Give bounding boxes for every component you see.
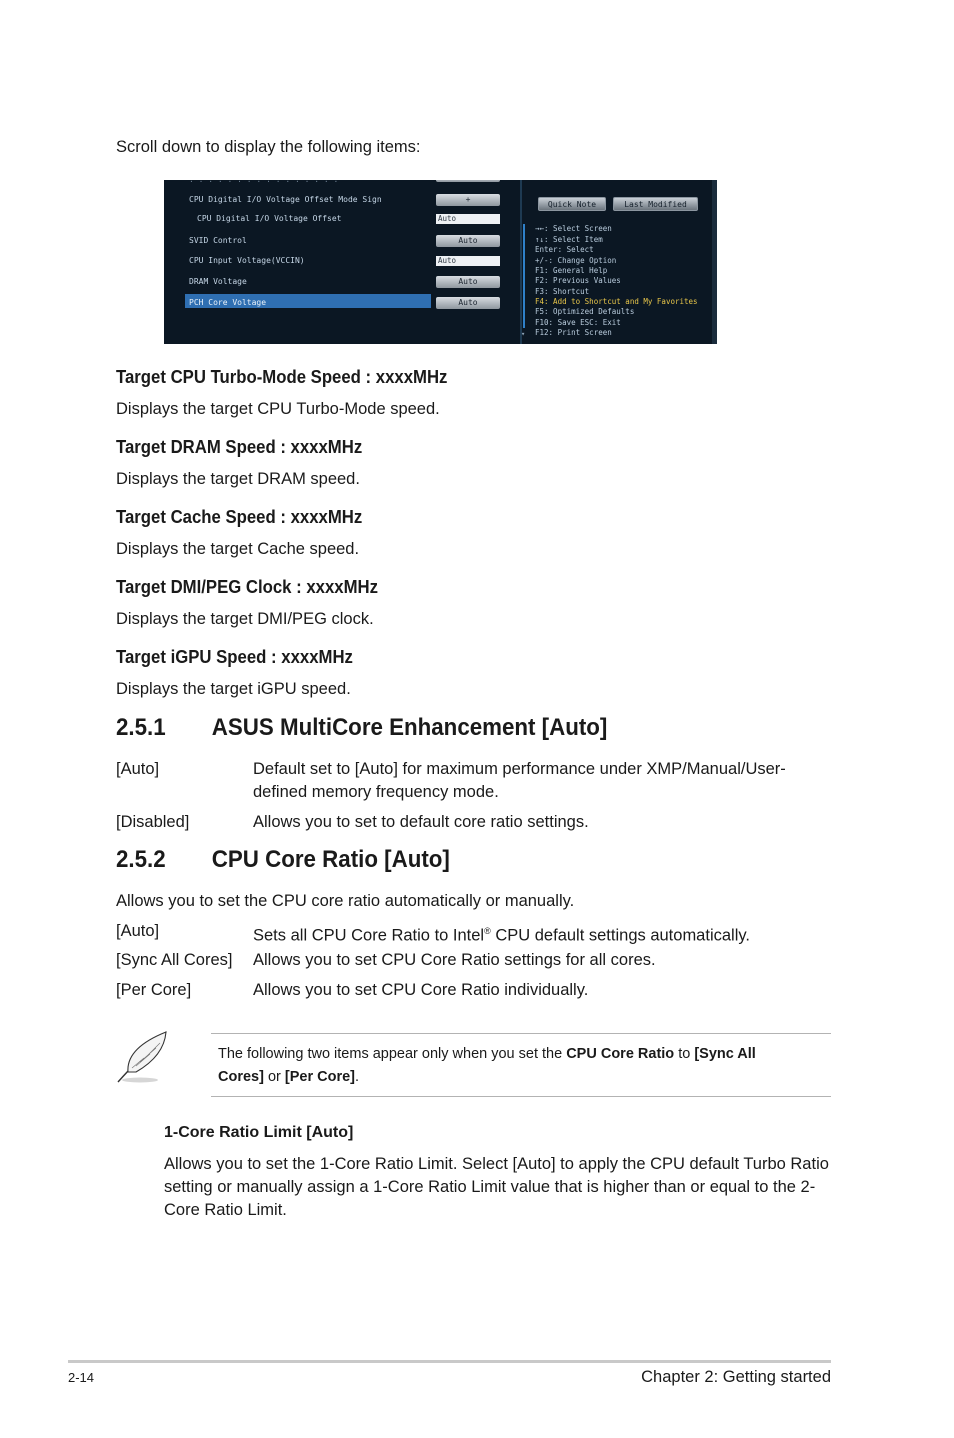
bios-right-frame <box>712 180 717 344</box>
item-heading: Target iGPU Speed : xxxxMHz <box>116 647 353 667</box>
note-bottom-rule <box>211 1096 831 1097</box>
bios-row-label[interactable]: CPU Input Voltage(VCCIN) <box>189 256 305 265</box>
option-text: Allows you to set CPU Core Ratio settings for all cores. <box>253 951 656 969</box>
bios-value-field[interactable]: Auto <box>436 256 500 266</box>
item-heading: Target CPU Turbo-Mode Speed : xxxxMHz <box>116 367 448 387</box>
hotkey-hint: F10: Save ESC: Exit <box>535 318 621 327</box>
intro-text: Scroll down to display the following items: <box>116 138 421 156</box>
hotkey-hint: F12: Print Screen <box>535 328 612 337</box>
hotkey-hint: F3: Shortcut <box>535 287 590 296</box>
item-description: Displays the target DMI/PEG clock. <box>116 610 374 628</box>
note-text-part: The following two items appear only when you set the <box>218 1046 567 1062</box>
page-number: 2-14 <box>68 1370 95 1385</box>
hotkey-hint: F5: Optimized Defaults <box>535 307 635 316</box>
bios-panel-divider <box>520 180 522 344</box>
item-heading: Target Cache Speed : xxxxMHz <box>116 507 363 527</box>
note-bold: [Per Core] <box>284 1069 355 1085</box>
note-bold: [Sync All Cores] <box>218 1046 756 1085</box>
item-description: Displays the target Cache speed. <box>116 540 360 558</box>
quick-note-button[interactable]: Quick Note <box>538 197 606 211</box>
bios-screenshot <box>164 180 717 344</box>
feather-note-icon <box>114 1028 174 1086</box>
bios-row-cut: · · · · · · · · · · · · · · · · <box>189 180 339 186</box>
section-title: ASUS MultiCore Enhancement [Auto] <box>211 714 608 741</box>
registered-mark: ® <box>484 926 491 936</box>
chapter-title: Chapter 2: Getting started <box>641 1368 831 1386</box>
note-bold: CPU Core Ratio <box>566 1046 675 1062</box>
option-label: [Auto] <box>116 760 160 778</box>
section-intro: Allows you to set the CPU core ratio automatically or manually. <box>116 892 575 910</box>
bios-row-label[interactable]: CPU Digital I/O Voltage Offset Mode Sign <box>189 195 382 204</box>
hotkey-hint: F2: Previous Values <box>535 276 621 285</box>
note-text <box>218 1043 798 1089</box>
bios-value-field[interactable]: Auto <box>436 214 500 224</box>
item-heading: Target DMI/PEG Clock : xxxxMHz <box>116 577 379 597</box>
option-text-part: CPU default settings automatically. <box>490 926 750 945</box>
hotkey-hint-favorites: F4: Add to Shortcut and My Favorites <box>535 297 698 306</box>
hotkey-hint: ↑↓: Select Item <box>535 235 603 244</box>
option-label: [Auto] <box>116 922 160 940</box>
hotkey-hint: Enter: Select <box>535 245 594 254</box>
option-label: [Sync All Cores] <box>116 951 233 969</box>
section-heading <box>116 714 767 744</box>
bios-row-label[interactable]: DRAM Voltage <box>189 277 247 286</box>
item-description: Displays the target DRAM speed. <box>116 470 360 488</box>
note-top-rule <box>211 1033 831 1034</box>
last-modified-button[interactable]: Last Modified <box>613 197 698 211</box>
item-heading: Target DRAM Speed : xxxxMHz <box>116 437 363 457</box>
bios-scrollbar[interactable] <box>523 224 525 328</box>
bios-top-cut-button <box>436 180 500 182</box>
item-description: Displays the target iGPU speed. <box>116 680 351 698</box>
section-title: CPU Core Ratio [Auto] <box>211 846 450 873</box>
option-text: Allows you to set to default core ratio settings. <box>253 813 589 831</box>
bios-row-label[interactable]: CPU Digital I/O Voltage Offset <box>197 214 342 223</box>
footer-rule <box>68 1360 831 1363</box>
section-heading <box>116 846 767 876</box>
section-number: 2.5.1 <box>116 714 166 741</box>
option-text: Allows you to set CPU Core Ratio individually. <box>253 981 589 999</box>
option-text: Default set to [Auto] for maximum performance under XMP/Manual/User-defined memory frequency mode. <box>253 760 786 801</box>
note-text-part: to <box>674 1046 695 1062</box>
option-label: [Per Core] <box>116 981 192 999</box>
option-label: [Disabled] <box>116 813 190 831</box>
hotkey-hint: +/-: Change Option <box>535 256 617 265</box>
hotkey-hint: F1: General Help <box>535 266 608 275</box>
scroll-down-arrow-icon[interactable]: ▾ <box>521 330 526 338</box>
bios-row-label[interactable]: SVID Control <box>189 236 247 245</box>
subitem-heading: 1-Core Ratio Limit [Auto] <box>164 1124 354 1141</box>
bios-option-button[interactable]: Auto <box>436 276 500 288</box>
bios-row-label-selected[interactable]: PCH Core Voltage <box>189 298 267 307</box>
note-text-part: or <box>263 1069 285 1085</box>
bios-option-button[interactable]: + <box>436 194 500 206</box>
subitem-description: Allows you to set the 1-Core Ratio Limit. Select [Auto] to apply the CPU default Turbo Ratio setting or manually assign a 1-Core Ratio Limit value that is higher than or equal to the 2-Core Ratio Limit. <box>164 1155 829 1219</box>
option-text <box>253 920 833 948</box>
hotkey-hint: →←: Select Screen <box>535 224 612 233</box>
bios-option-button[interactable]: Auto <box>436 235 500 247</box>
section-number: 2.5.2 <box>116 846 166 873</box>
note-text-part: . <box>355 1069 360 1085</box>
bios-option-button[interactable]: Auto <box>436 297 500 309</box>
option-text-part: Sets all CPU Core Ratio to Intel <box>253 926 485 945</box>
item-description: Displays the target CPU Turbo-Mode speed. <box>116 400 440 418</box>
